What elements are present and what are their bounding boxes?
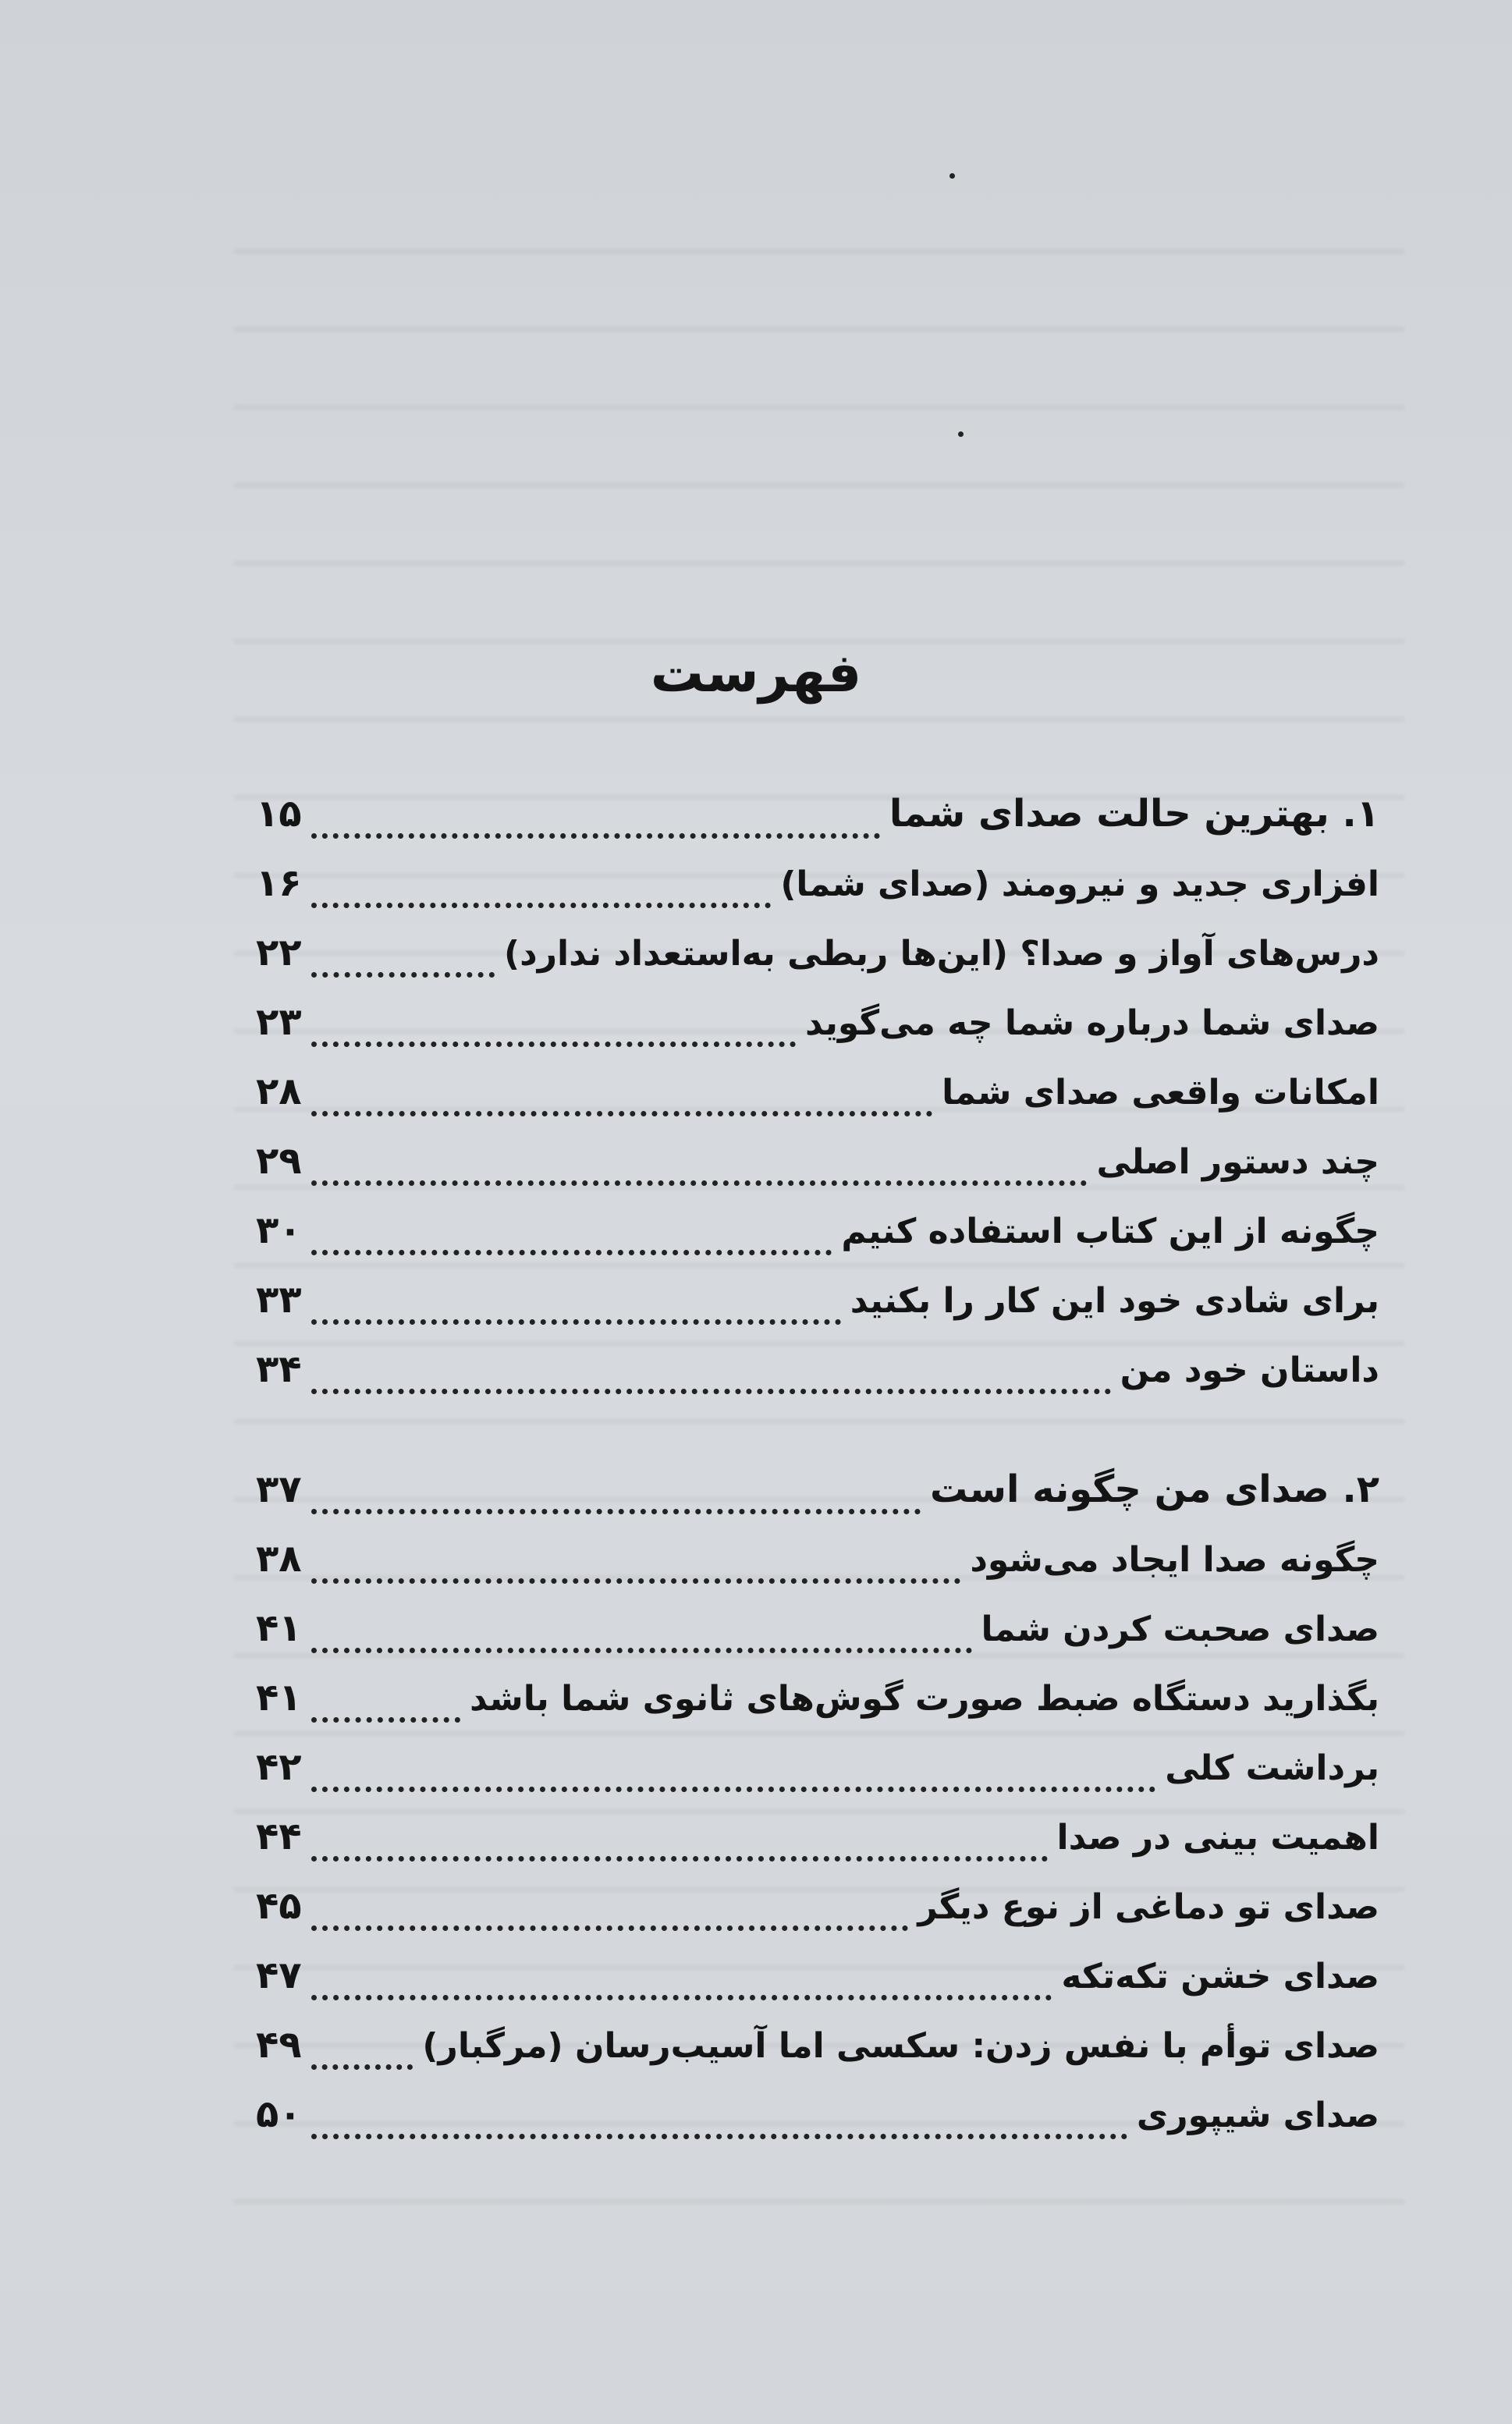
dot-leader: [311, 2064, 413, 2070]
page-number: ۴۵: [256, 1884, 302, 1928]
dot-leader: [311, 1180, 1088, 1186]
dot-leader: [311, 2134, 1127, 2139]
page-number: ۲۲: [256, 931, 302, 974]
entry-title: اهمیت بینی در صدا: [1056, 1818, 1379, 1858]
chapter-title: ۲. صدای من چگونه است: [929, 1468, 1379, 1511]
chapter-heading[interactable]: [256, 1468, 1379, 1537]
toc-entry[interactable]: [256, 1278, 1379, 1347]
toc-entry[interactable]: [256, 1954, 1379, 2023]
dot-leader: [311, 1648, 972, 1653]
dot-leader: [311, 1787, 1156, 1792]
ink-speck: [949, 173, 955, 179]
dot-leader: [311, 833, 880, 839]
entry-title: صدای شیپوری: [1136, 2096, 1379, 2135]
entry-title: چگونه صدا ایجاد می‌شود: [970, 1540, 1379, 1580]
toc-entry[interactable]: [256, 861, 1379, 931]
page-number: ۳۷: [256, 1468, 302, 1511]
dot-leader: [311, 1250, 832, 1255]
dot-leader: [311, 1578, 961, 1584]
toc-entry[interactable]: [256, 1070, 1379, 1139]
entry-title: صدای صحبت کردن شما: [981, 1609, 1379, 1649]
entry-title: چند دستور اصلی: [1096, 1142, 1379, 1182]
toc-entry[interactable]: [256, 1537, 1379, 1606]
entry-title: برای شادی خود این کار را بکنید: [850, 1281, 1379, 1321]
dot-leader: [311, 972, 495, 978]
toc-section-1: [256, 792, 1379, 1417]
entry-title: صدای تو دماغی از نوع دیگر: [917, 1887, 1379, 1927]
dot-leader: [311, 1042, 796, 1047]
dot-leader: [311, 1995, 1052, 2000]
entry-title: صدای خشن تکه‌تکه: [1061, 1957, 1379, 1996]
dot-leader: [311, 1717, 460, 1723]
page-number: ۴۱: [256, 1606, 302, 1650]
toc-section-2: [256, 1468, 1379, 2162]
page-number: ۳۸: [256, 1537, 302, 1581]
chapter-title: ۱. بهترین حالت صدای شما: [889, 792, 1379, 836]
table-of-contents: [256, 792, 1379, 2213]
page-number: ۵۰: [256, 2092, 302, 2136]
dot-leader: [311, 1111, 933, 1116]
dot-leader: [311, 903, 772, 908]
page-number: ۲۸: [256, 1070, 302, 1113]
dot-leader: [311, 1925, 909, 1931]
page-number: ۳۰: [256, 1208, 302, 1252]
entry-title: داستان خود من: [1120, 1350, 1379, 1390]
page-number: ۳۴: [256, 1347, 302, 1391]
entry-title: افزاری جدید و نیرومند (صدای شما): [780, 864, 1379, 904]
dot-leader: [311, 1319, 841, 1325]
entry-title: درس‌های آواز و صدا؟ (این‌ها ربطی به‌استعداد ندارد): [504, 934, 1379, 974]
entry-title: صدای شما درباره شما چه می‌گوید: [804, 1003, 1379, 1043]
dot-leader: [311, 1509, 921, 1514]
page-title: فهرست: [650, 643, 862, 704]
toc-entry[interactable]: [256, 1208, 1379, 1278]
page-number: ۴۴: [256, 1815, 302, 1858]
entry-title: بگذارید دستگاه ضبط صورت گوش‌های ثانوی شما باشد: [470, 1679, 1379, 1719]
page-number: ۴۱: [256, 1676, 302, 1720]
entry-title: برداشت کلی: [1165, 1748, 1379, 1788]
page-number: ۴۷: [256, 1954, 302, 1997]
chapter-heading[interactable]: [256, 792, 1379, 861]
page-number: ۱۵: [256, 792, 302, 836]
toc-entry[interactable]: [256, 1815, 1379, 1884]
ink-speck: [958, 431, 964, 437]
page-number: ۳۳: [256, 1278, 302, 1322]
toc-entry[interactable]: [256, 1884, 1379, 1954]
toc-entry[interactable]: [256, 1347, 1379, 1417]
page-number: ۲۳: [256, 1000, 302, 1044]
dot-leader: [311, 1856, 1048, 1861]
page-number: ۲۹: [256, 1139, 302, 1183]
dot-leader: [311, 1389, 1111, 1394]
page-number: ۴۹: [256, 2023, 302, 2067]
toc-entry[interactable]: [256, 2092, 1379, 2162]
page-number: ۱۶: [256, 861, 302, 905]
entry-title: چگونه از این کتاب استفاده کنیم: [841, 1212, 1379, 1251]
toc-entry[interactable]: [256, 2023, 1379, 2092]
toc-entry[interactable]: [256, 1606, 1379, 1676]
entry-title: صدای توأم با نفس زدن: سکسی اما آسیب‌رسان (مرگبار): [422, 2026, 1379, 2066]
toc-entry[interactable]: [256, 1000, 1379, 1070]
toc-entry[interactable]: [256, 931, 1379, 1000]
entry-title: امکانات واقعی صدای شما: [942, 1073, 1379, 1113]
page-number: ۴۲: [256, 1745, 302, 1789]
toc-entry[interactable]: [256, 1745, 1379, 1815]
toc-entry[interactable]: [256, 1676, 1379, 1745]
toc-entry[interactable]: [256, 1139, 1379, 1208]
